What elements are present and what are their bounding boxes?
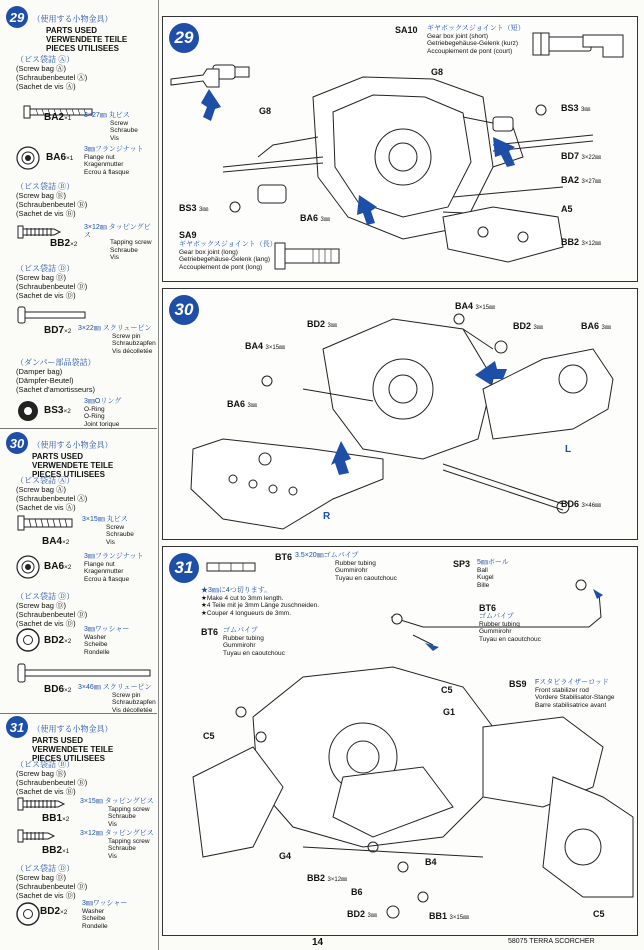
parts-sidebar [0, 0, 158, 950]
bs9-label: BS9 [509, 679, 527, 689]
step31-parts-header: 31 （使用する小物金具） PARTS USED VERWENDETE TEILE PIECES UTILISEES [6, 716, 156, 763]
screw-bag-a-label: （ビス袋詰 Ⓐ） (Screw bag Ⓐ) (Schraubenbeutel Ⓐ) (Sachet de vis Ⓐ) [16, 55, 88, 91]
label-g1: G1 [443, 707, 456, 717]
bt6-top-label: BT6 [275, 552, 293, 562]
bb2-desc-31: 3×12㎜ タッピングビス Tapping screw Schraube Vis [80, 830, 154, 860]
bd7-code: BD7×2 [44, 325, 72, 336]
divider [0, 428, 157, 429]
label-bd2-31: BD2 3㎜ [347, 909, 377, 919]
bt6-right-label: BT6 [479, 603, 497, 613]
bs9-desc: Fスタビライザーロッド Front stabilizer rod Vordere Stabilisator-Stange Barre stabilisatrice avant [535, 679, 615, 709]
bd2-desc-31: 3㎜ワッシャー Washer Scheibe Rondelle [82, 900, 128, 930]
bb2-code: BB2×2 [50, 238, 78, 249]
bt6-left-label: BT6 [201, 627, 219, 637]
bd2-code-31: BD2×2 [40, 906, 68, 917]
sa10-desc: ギヤボックスジョイント（短） Gear box joint (short) Getriebegehäuse-Gelenk (kurz) Accouplement de pont (court) [427, 25, 525, 55]
bd2-code: BD2×2 [44, 635, 72, 646]
part-ba2 [12, 100, 156, 140]
bb1-desc: 3×15㎜ タッピングビス Tapping screw Schraube Vis [80, 798, 154, 828]
label-a5: A5 [561, 204, 573, 214]
ba4-desc: 3×15㎜ 丸ビス Screw Schraube Vis [82, 516, 134, 546]
label-bd2-right: BD2 3㎜ [513, 321, 543, 331]
label-b6: B6 [351, 887, 363, 897]
label-ba6-left: BA6 3㎜ [227, 399, 257, 409]
sa9-desc: ギヤボックスジョイント（長） Gear box joint (long) Getriebegehäuse-Gelenk (lang) Accouplement de pont (long) [179, 241, 277, 271]
damper-bag-label: （ダンパー部品袋詰） (Damper bag) (Dämpfer-Beutel) (Sachet d'amortisseurs) [16, 358, 96, 394]
part-bd2-31 [12, 900, 156, 940]
label-c5-left: C5 [203, 731, 215, 741]
screw-bag-b-label: （ビス袋詰 Ⓑ） (Screw bag Ⓑ) (Schraubenbeutel Ⓑ) (Sachet de vis Ⓑ) [16, 182, 88, 218]
part-bd2 [12, 626, 156, 666]
label-g4: G4 [279, 851, 292, 861]
label-bd7: BD7 3×22㎜ [561, 151, 602, 161]
bt6-right-desc: ゴムパイプ Rubber tubing Gummirohr Tuyau en caoutchouc [479, 613, 541, 643]
screw-bag-b-label-31: （ビス袋詰 Ⓑ） (Screw bag Ⓑ) (Schraubenbeutel Ⓑ) (Sachet de vis Ⓑ) [16, 760, 88, 796]
bt6-top-desc: 3.5×20㎜ゴムパイプ Rubber tubing Gummirohr Tuyau en caoutchouc [295, 552, 397, 582]
ba2-desc: 3×27㎜ 丸ビス Screw Schraube Vis [84, 112, 138, 142]
step31-badge: 31 [6, 716, 28, 738]
label-ba4-left: BA4 3×15㎜ [245, 341, 286, 351]
label-bb1: BB1 3×15㎜ [429, 911, 470, 921]
label-b4: B4 [425, 857, 437, 867]
ba4-code: BA4×2 [42, 536, 70, 547]
ba2-code: BA2×1 [44, 112, 72, 123]
part-ba6-30 [12, 553, 156, 593]
bs3-code: BS3×2 [44, 405, 71, 416]
label-ba6: BA6 3㎜ [300, 213, 330, 223]
label-bb2: BB2 3×12㎜ [561, 237, 602, 247]
step30-parts-header: 30 （使用する小物金具） PARTS USED VERWENDETE TEILE PIECES UTILISEES [6, 432, 156, 479]
bd6-code: BD6×2 [44, 684, 72, 695]
bb2-code-31: BB2×1 [42, 845, 70, 856]
sa9-label: SA9 [179, 230, 197, 240]
bd6-desc: 3×46㎜ スクリューピン Screw pin Schraubzapfen Vis décolletée [78, 684, 156, 714]
label-c5-right: C5 [593, 909, 605, 919]
ba6-code-30: BA6×2 [44, 561, 72, 572]
screw-bag-d-label-31: （ビス袋詰 Ⓓ） (Screw bag Ⓓ) (Schraubenbeutel Ⓓ) (Sachet de vis Ⓓ) [16, 864, 88, 900]
label-ba4-top: BA4 3×15㎜ [455, 301, 496, 311]
label-c5-top: C5 [441, 685, 453, 695]
label-g8-left: G8 [259, 106, 272, 116]
step29-badge: 29 [6, 6, 28, 28]
part-bb2-31 [12, 828, 156, 868]
screw-bag-a-label-30: （ビス袋詰 Ⓐ） (Screw bag Ⓐ) (Schraubenbeutel Ⓐ) (Sachet de vis Ⓐ) [16, 476, 88, 512]
label-g8-top: G8 [431, 67, 444, 77]
sidebar-divider [158, 0, 159, 950]
ba6-desc-30: 3㎜フランジナット Flange nut Kragenmutter Ecrou à flasque [84, 553, 144, 583]
bb1-code: BB1×2 [42, 813, 70, 824]
parts-used-fr: PIECES UTILISEES [46, 44, 119, 53]
parts-used-de: VERWENDETE TEILE [46, 35, 128, 44]
step29-parts-header [6, 6, 156, 53]
step30-panel [162, 288, 638, 540]
cut-note: ★3㎜に4つ切ります。 ★Make 4 cut to 3mm length. ★4 Teile mit je 3mm Länge zuschneiden. ★Couper 4 longueurs de 3mm. [201, 587, 320, 617]
bd7-desc: 3×22㎜ スクリューピン Screw pin Schraubzapfen Vis décolletée [78, 325, 156, 355]
part-bd7 [12, 305, 156, 355]
step31-number: 31 [169, 553, 199, 583]
parts-used-en: PARTS USED [46, 26, 97, 35]
bs3-desc: 3㎜Oリング O-Ring O-Ring Joint torique [84, 398, 122, 428]
label-ba2: BA2 3×27㎜ [561, 175, 602, 185]
step29-panel [162, 16, 638, 282]
label-bs3-right: BS3 3㎜ [561, 103, 591, 113]
bb2-desc: 3×12㎜ タッピングビス Tapping screw Schraube Vis [84, 224, 152, 261]
footer-kit: 58075 TERRA SCORCHER [508, 938, 595, 945]
label-bd2-left: BD2 3㎜ [307, 319, 337, 329]
part-ba6 [12, 144, 156, 184]
label-right-side: R [323, 511, 331, 522]
step29-parts-jp: （使用する小物金具） [32, 14, 113, 24]
part-bd6 [12, 662, 156, 714]
label-left-side: L [565, 444, 572, 455]
label-bb2-31: BB2 3×12㎜ [307, 873, 348, 883]
screw-bag-d-label-30: （ビス袋詰 Ⓓ） (Screw bag Ⓓ) (Schraubenbeutel Ⓓ) (Sachet de vis Ⓓ) [16, 592, 88, 628]
part-ba4 [12, 514, 156, 554]
step31-panel [162, 546, 638, 936]
label-ba6-right: BA6 3㎜ [581, 321, 611, 331]
label-bd6: BD6 3×46㎜ [561, 499, 602, 509]
sp3-desc: 5㎜ボール Ball Kugel Bille [477, 559, 509, 589]
divider [0, 713, 157, 714]
ba6-code: BA6×1 [46, 152, 74, 163]
step30-number: 30 [169, 295, 199, 325]
screw-bag-d-label: （ビス袋詰 Ⓓ） (Screw bag Ⓓ) (Schraubenbeutel Ⓓ) (Sachet de vis Ⓓ) [16, 264, 88, 300]
bd2-desc: 3㎜ワッシャー Washer Scheibe Rondelle [84, 626, 130, 656]
ba6-desc: 3㎜フランジナット Flange nut Kragenmutter Ecrou à flasque [84, 146, 144, 176]
step30-badge: 30 [6, 432, 28, 454]
page-number: 14 [312, 937, 324, 948]
bt6-left-desc: ゴムパイプ Rubber tubing Gummirohr Tuyau en caoutchouc [223, 627, 285, 657]
step29-number: 29 [169, 23, 199, 53]
sp3-label: SP3 [453, 559, 471, 569]
label-bs3-left: BS3 3㎜ [179, 203, 209, 213]
sa10-label: SA10 [395, 25, 418, 35]
part-bb2 [12, 222, 156, 262]
